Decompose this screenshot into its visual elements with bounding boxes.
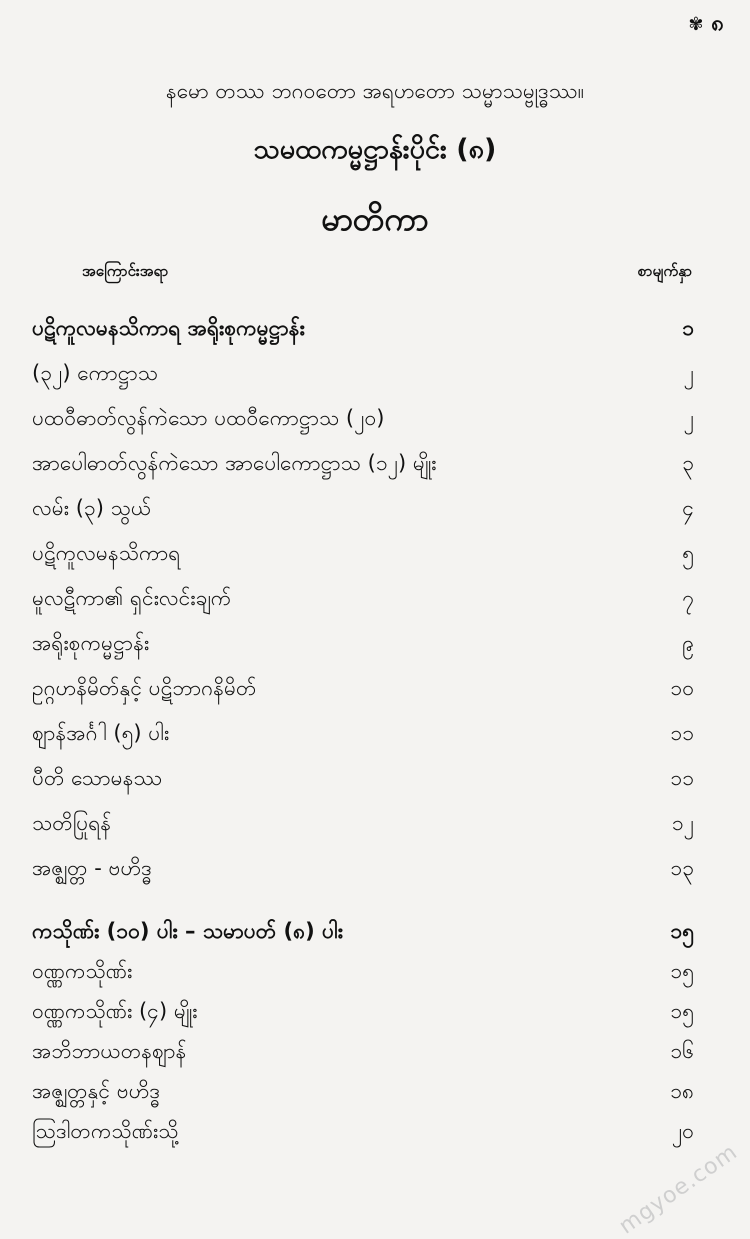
toc-entry-page: ၇ — [682, 585, 694, 610]
toc-entry-title: ဝဏ္ဏကသိုဏ်း — [32, 958, 133, 983]
column-header-topic: အကြောင်းအရာ — [82, 262, 169, 280]
column-header-page: စာမျက်နှာ — [637, 262, 692, 280]
toc-entry-page: ၁၁ — [670, 765, 694, 790]
page-header — [688, 8, 724, 41]
toc-entry — [32, 535, 694, 575]
toc-entry-page: ၄ — [682, 495, 694, 520]
toc-entry-page: ၁၁ — [670, 720, 694, 745]
toc-entry-title: အရိုးစုကမ္မဋ္ဌာန်း — [32, 630, 150, 655]
toc-entry-page: ၅ — [682, 540, 694, 565]
toc-entry-title: ကသိုဏ်း (၁၀) ပါး – သမာပတ် (၈) ပါး — [32, 918, 343, 943]
toc-entry-page: ၁၅ — [670, 958, 694, 983]
toc-entry — [32, 310, 694, 350]
toc-entry-page: ၁၀ — [670, 675, 694, 700]
toc-entry-page: ၉ — [682, 630, 694, 655]
toc-entry-title: ပီတိ သောမနဿ — [32, 765, 163, 790]
section-title: သမထကမ္မဋ္ဌာန်းပိုင်း (၈) — [253, 134, 497, 165]
toc-entry — [32, 445, 694, 485]
flower-ornament-icon: ✾ — [688, 13, 704, 35]
toc-entry — [32, 625, 694, 665]
invocation-line: နမော တဿ ဘဂဝတော အရဟတော သမ္မာသမ္ဗုဒ္ဓဿ။ — [165, 79, 585, 103]
toc-entry — [32, 1073, 694, 1113]
toc-entry-title: အဇ္ဈတ္တ - ဗဟိဒ္ဓ — [32, 855, 152, 880]
toc-entry-title: လမ်း (၃) သွယ် — [32, 495, 152, 520]
toc-entry-page: ၁၃ — [670, 855, 694, 880]
toc-entry — [32, 490, 694, 530]
toc-entry-page: ၁၅ — [670, 918, 694, 943]
toc-entry-title: အဘိဘာယတနဈာန် — [32, 1038, 187, 1063]
toc-entry-title: ပဋိကူလမနသိကာရ — [32, 540, 181, 565]
toc-entry — [32, 355, 694, 395]
toc-entry-title: အာပေါဓာတ်လွန်ကဲသော အာပေါကောဋ္ဌာသ (၁၂) မျိုး — [32, 450, 437, 475]
toc-entry-title: ဝဏ္ဏကသိုဏ်း (၄) မျိုး — [32, 998, 198, 1023]
toc-entry-title: ဈာန်အင်္ဂါ (၅) ပါး — [32, 720, 170, 745]
toc-entry-page: ၁၆ — [670, 1038, 694, 1063]
toc-entry-title: မူလဋီကာ၏ ရှင်းလင်းချက် — [32, 585, 232, 610]
toc-entry-title: ဥဂ္ဂဟနိမိတ်နှင့် ပဋိဘာဂနိမိတ် — [32, 675, 257, 700]
toc-entry — [32, 953, 694, 993]
toc-entry-page: ၁ — [682, 315, 694, 340]
toc-entry-title: ဩဒါတကသိုဏ်းသို့ — [32, 1118, 179, 1143]
toc-entry — [32, 850, 694, 890]
toc-entry — [32, 670, 694, 710]
toc-entry-title: သတိပြုရန် — [32, 810, 112, 835]
toc-entry-page: ၂ — [683, 405, 694, 430]
toc-entry — [32, 1033, 694, 1073]
toc-entry — [32, 580, 694, 620]
toc-entry — [32, 913, 694, 953]
toc-entry-page: ၁၂ — [671, 810, 694, 835]
toc-entry — [32, 400, 694, 440]
toc-entry-title: (၃၂) ကောဋ္ဌာသ — [32, 360, 159, 385]
toc-entry-page: ၁၈ — [670, 1078, 694, 1103]
toc-entry — [32, 715, 694, 755]
toc-entry-page: ၃ — [682, 450, 694, 475]
toc-entry-title: ပထဝီဓာတ်လွန်ကဲသော ပထဝီကောဋ္ဌာသ (၂၀) — [32, 405, 385, 430]
toc-entry-title: အဇ္ဈတ္တနှင့် ဗဟိဒ္ဓ — [32, 1078, 161, 1103]
page-number: ၈ — [711, 11, 724, 36]
toc-entry-page: ၁၅ — [670, 998, 694, 1023]
toc-entry — [32, 805, 694, 845]
toc-entry-page: ၂၀ — [671, 1118, 694, 1143]
toc-entry-page: ၂ — [683, 360, 694, 385]
watermark: mgyoe.com — [614, 1139, 742, 1239]
toc-title: မာတိကာ — [321, 200, 429, 238]
toc-entry — [32, 993, 694, 1033]
toc-entry-title: ပဋိကူလမနသိကာရ အရိုးစုကမ္မဋ္ဌာန်း — [32, 315, 305, 340]
toc-entry — [32, 1113, 694, 1153]
toc-entry — [32, 760, 694, 800]
